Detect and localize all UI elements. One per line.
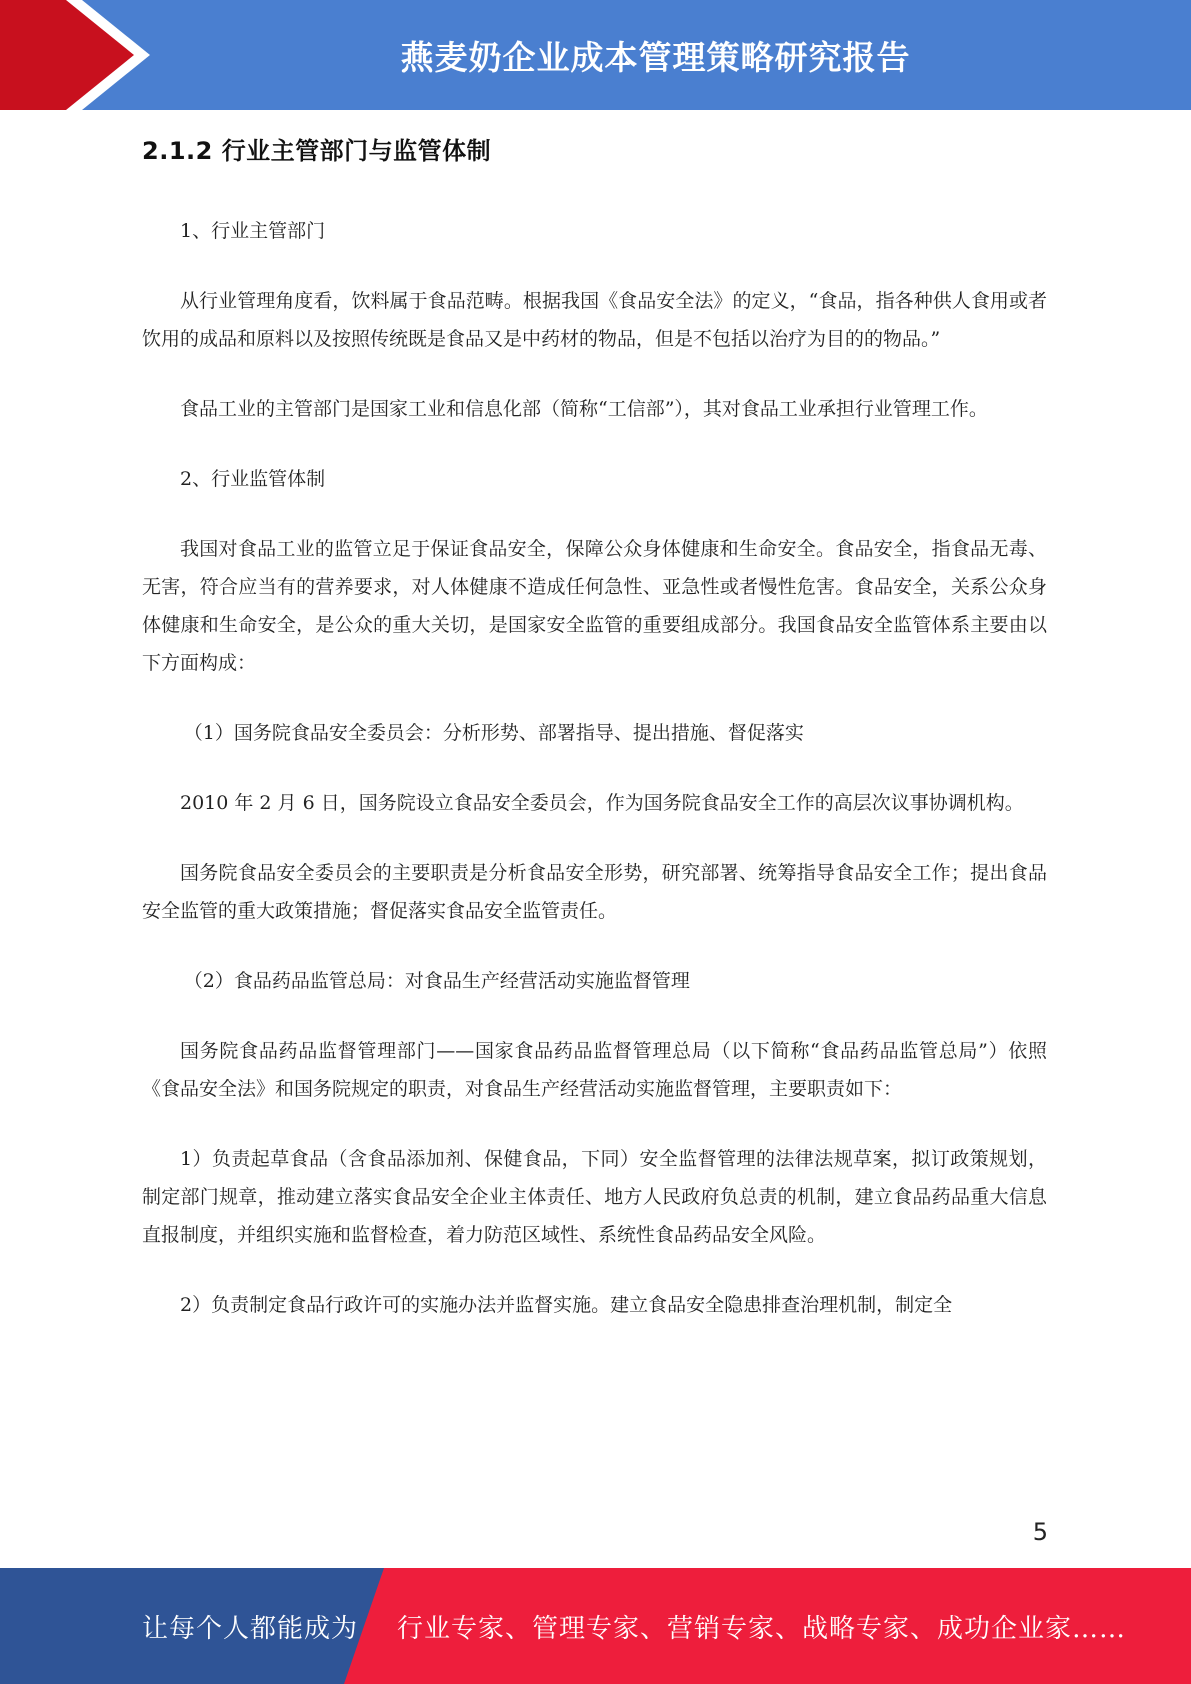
report-title: 燕麦奶企业成本管理策略研究报告 (400, 37, 911, 77)
paragraph: 国务院食品药品监督管理部门——国家食品药品监督管理总局（以下简称“食品药品监管总局”）依照《食品安全法》和国务院规定的职责，对食品生产经营活动实施监督管理，主要职责如下： (142, 1040, 1047, 1100)
paragraph: 1）负责起草食品（含食品添加剂、保健食品，下同）安全监督管理的法律法规草案，拟订政策规划，制定部门规章，推动建立落实食品安全企业主体责任、地方人民政府负总责的机制，建立食品药品重大信息直报制度，并组织实施和监督检查，着力防范区域性、系统性食品药品安全风险。 (142, 1148, 1047, 1246)
list-heading-food-drug-administration: （2）食品药品监管总局：对食品生产经营活动实施监督管理 (183, 970, 690, 992)
subheading-industry-authority: 1、行业主管部门 (180, 220, 326, 242)
footer-slogan-left: 让每个人都能成为 (142, 1613, 359, 1644)
paragraph: 我国对食品工业的监管立足于保证食品安全，保障公众身体健康和生命安全。食品安全，指食品无毒、无害，符合应当有的营养要求，对人体健康不造成任何急性、亚急性或者慢性危害。食品安全，关系公众身体健康和生命安全，是公众的重大关切，是国家安全监管的重要组成部分。我国食品安全监管体系主要由以下方面构成： (142, 538, 1047, 674)
body-content (142, 212, 1047, 1356)
subheading-regulatory-system: 2、行业监管体制 (180, 468, 326, 490)
paragraph: 从行业管理角度看，饮料属于食品范畴。根据我国《食品安全法》的定义，“食品，指各种供人食用或者饮用的成品和原料以及按照传统既是食品又是中药材的物品，但是不包括以治疗为目的的物品。” (142, 290, 1047, 350)
paragraph: 2010 年 2 月 6 日，国务院设立食品安全委员会，作为国务院食品安全工作的高层次议事协调机构。 (180, 792, 1024, 814)
page-number: 5 (1032, 1518, 1048, 1546)
paragraph: 食品工业的主管部门是国家工业和信息化部（简称“工信部”），其对食品工业承担行业管理工作。 (180, 398, 988, 420)
section-heading: 2.1.2 行业主管部门与监管体制 (142, 137, 492, 165)
list-heading-food-safety-committee: （1）国务院食品安全委员会：分析形势、部署指导、提出措施、督促落实 (183, 722, 804, 744)
footer-slogan-right: 行业专家、管理专家、营销专家、战略专家、成功企业家…… (397, 1613, 1127, 1644)
paragraph: 国务院食品安全委员会的主要职责是分析食品安全形势，研究部署、统筹指导食品安全工作；提出食品安全监管的重大政策措施；督促落实食品安全监管责任。 (142, 862, 1047, 922)
footer-banner (0, 1568, 1191, 1684)
header-banner (0, 0, 1191, 110)
header-arrow-decoration (0, 0, 160, 110)
paragraph: 2）负责制定食品行政许可的实施办法并监督实施。建立食品安全隐患排查治理机制，制定全 (180, 1294, 953, 1316)
